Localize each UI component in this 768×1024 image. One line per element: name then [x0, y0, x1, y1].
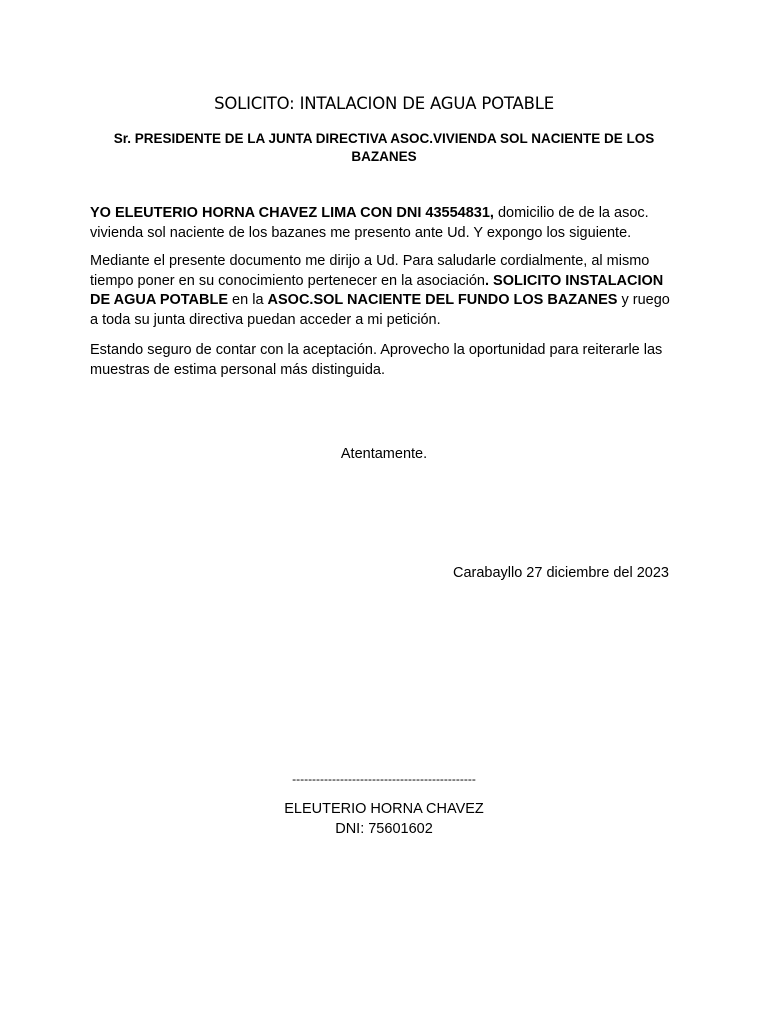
document-title: SOLICITO: INTALACION DE AGUA POTABLE — [214, 94, 554, 113]
request-text-1: Mediante el presente documento me dirijo a Ud. Para saludarle cordialmente, al mismo tiempo poner en su conocimiento pertenecer en la asociación — [90, 253, 650, 289]
introduction-text: domicilio de de la asoc. vivienda sol naciente de los bazanes me presento ante Ud. Y expongo los siguiente. — [90, 205, 649, 241]
request-text-2: en la — [228, 292, 268, 308]
introduction-bold: YO ELEUTERIO HORNA CHAVEZ LIMA CON DNI 43554831, — [90, 205, 494, 221]
closing-salutation: Atentamente. — [340, 446, 428, 462]
addressee: Sr. PRESIDENTE DE LA JUNTA DIRECTIVA ASOC.VIVIENDA SOL NACIENTE DE LOS BAZANES — [113, 131, 655, 164]
paragraph-introduction — [90, 204, 680, 243]
signature-line: ---------------------------------------------- — [292, 772, 476, 786]
request-bold-1: . SOLICITO INSTALACION DE AGUA POTABLE — [90, 272, 664, 308]
signer-name: ELEUTERIO HORNA CHAVEZ — [284, 801, 484, 817]
paragraph-closing-remarks: Estando seguro de contar con la aceptación. Aprovecho la oportunidad para reiterarle las muestras de estima personal más distinguida. — [90, 342, 663, 378]
request-bold-2: ASOC.SOL NACIENTE DEL FUNDO LOS BAZANES — [267, 292, 618, 308]
signer-dni: DNI: 75601602 — [335, 821, 433, 837]
paragraph-request — [90, 252, 680, 330]
date-line: Carabayllo 27 diciembre del 2023 — [452, 565, 669, 581]
request-text-3: y ruego a toda su junta directiva puedan acceder a mi petición. — [90, 292, 670, 328]
